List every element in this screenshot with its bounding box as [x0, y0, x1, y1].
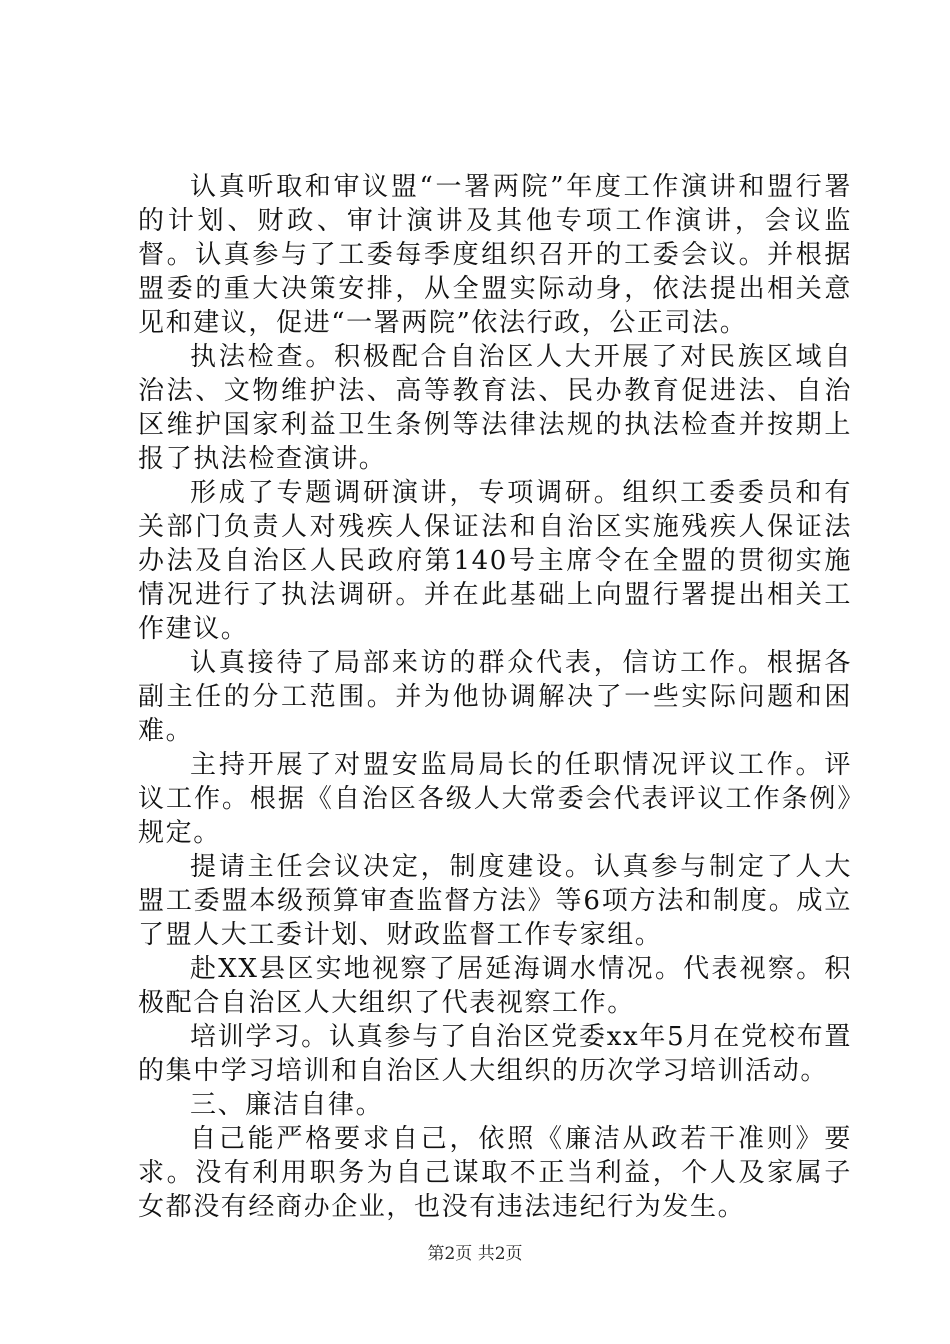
paragraph-10: 自己能严格要求自己，依照《廉洁从政若干准则》要求。没有利用职务为自己谋取不正当利益，个人及家属子女都没有经商办企业，也没有违法违纪行为发生。: [138, 1124, 852, 1222]
paragraph-8: 培训学习。认真参与了自治区党委xx年5月在党校布置的集中学习培训和自治区人大组织的历次学习培训活动。: [138, 1022, 852, 1086]
paragraph-7: 赴XX县区实地视察了居延海调水情况。代表视察。积极配合自治区人大组织了代表视察工作。: [138, 954, 852, 1018]
paragraph-3: 形成了专题调研演讲，专项调研。组织工委委员和有关部门负责人对残疾人保证法和自治区实施残疾人保证法办法及自治区人民政府第140号主席令在全盟的贯彻实施情况进行了执法调研。并在此基础上向盟行署提出相关工作建议。: [138, 478, 852, 644]
paragraph-1: 认真听取和审议盟“一署两院”年度工作演讲和盟行署的计划、财政、审计演讲及其他专项工作演讲，会议监督。认真参与了工委每季度组织召开的工委会议。并根据盟委的重大决策安排，从全盟实际动身，依法提出相关意见和建议，促进“一署两院”依法行政，公正司法。: [138, 172, 853, 338]
document-body: [138, 170, 852, 1224]
paragraph-6: 提请主任会议决定，制度建设。认真参与制定了人大盟工委盟本级预算审查监督方法》等6项方法和制度。成立了盟人大工委计划、财政监督工作专家组。: [138, 852, 852, 950]
paragraph-4: 认真接待了局部来访的群众代表，信访工作。根据各副主任的分工范围。并为他协调解决了一些实际问题和困难。: [138, 648, 852, 746]
page-number-footer: 第2页 共2页: [427, 1244, 523, 1264]
paragraph-5: 主持开展了对盟安监局局长的任职情况评议工作。评议工作。根据《自治区各级人大常委会代表评议工作条例》规定。: [138, 750, 852, 848]
paragraph-2: 执法检查。积极配合自治区人大开展了对民族区域自治法、文物维护法、高等教育法、民办教育促进法、自治区维护国家利益卫生条例等法律法规的执法检查并按期上报了执法检查演讲。: [138, 342, 852, 474]
section-heading: 三、廉洁自律。: [190, 1090, 384, 1120]
